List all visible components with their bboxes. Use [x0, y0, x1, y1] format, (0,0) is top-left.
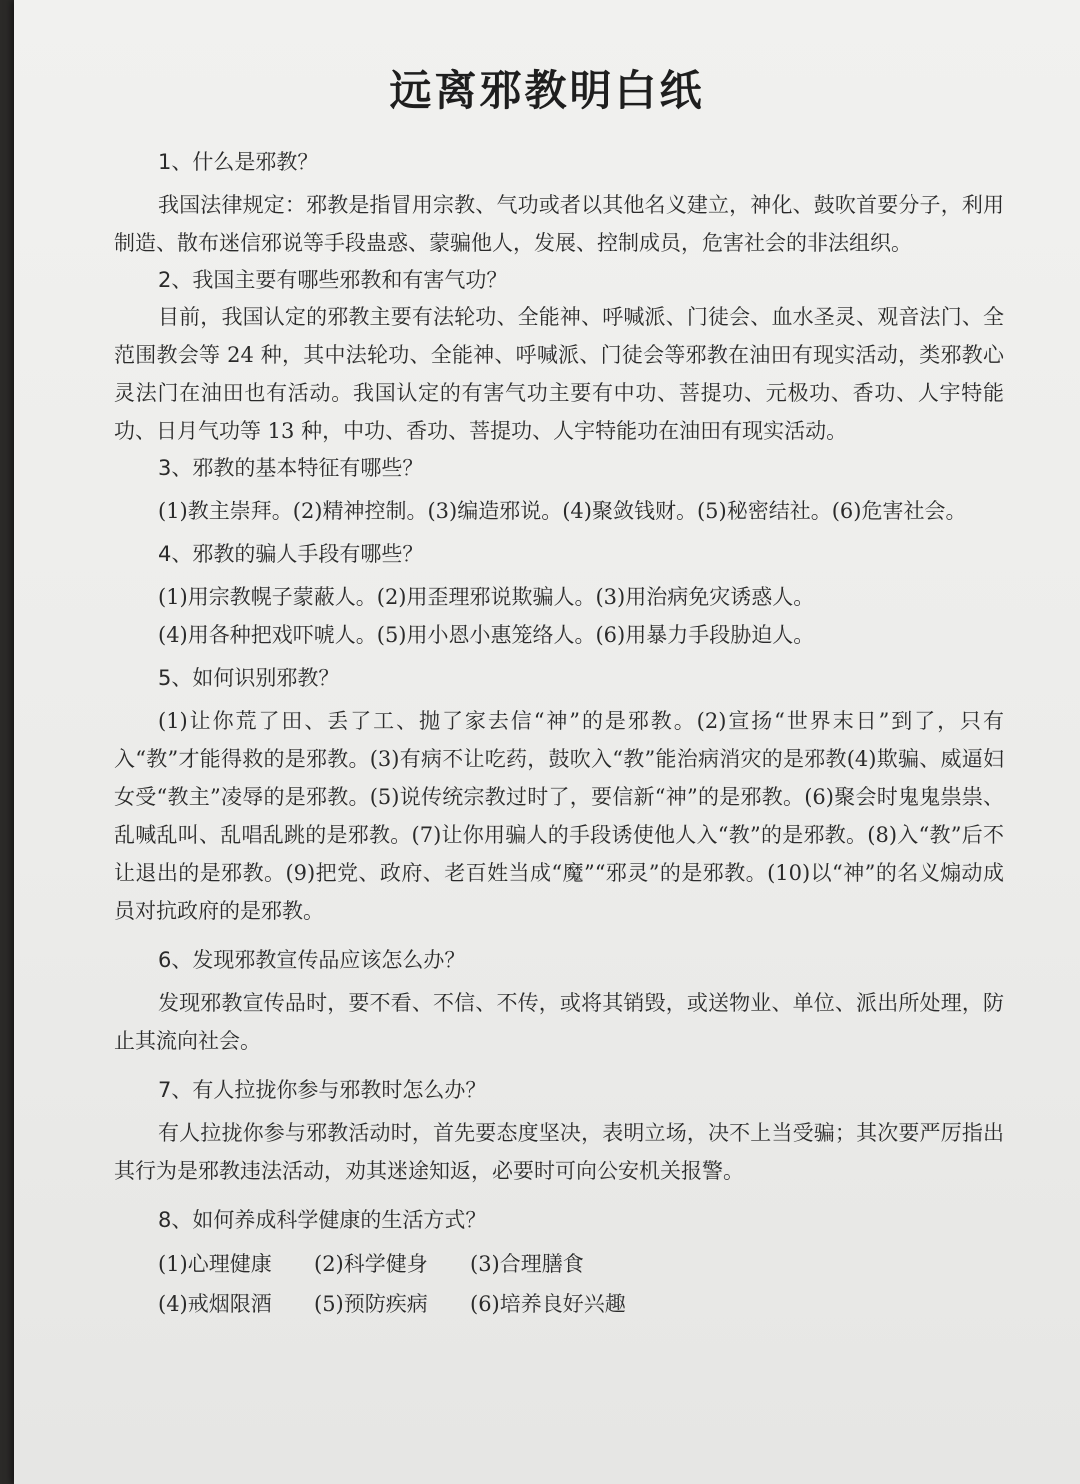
- question-4: 4、邪教的骗人手段有哪些？: [158, 542, 424, 566]
- answer-1: 我国法律规定：邪教是指冒用宗教、气功或者以其他名义建立，神化、鼓吹首要分子，利用制造、散布迷信邪说等手段蛊惑、蒙骗他人，发展、控制成员，危害社会的非法组织。: [114, 193, 1004, 255]
- answer-8-row-2: [114, 1284, 1004, 1324]
- answer-3: (1)教主崇拜。(2)精神控制。(3)编造邪说。(4)聚敛钱财。(5)秘密结社。(6)危害社会。: [158, 499, 967, 523]
- question-8: 8、如何养成科学健康的生活方式？: [158, 1208, 487, 1232]
- habit-item: (6)培养良好兴趣: [470, 1292, 626, 1316]
- habit-item: (2)科学健身: [314, 1252, 428, 1276]
- answer-8-row-1: [114, 1244, 1004, 1284]
- question-7: 7、有人拉拢你参与邪教时怎么办？: [158, 1078, 487, 1102]
- habit-item: (5)预防疾病: [314, 1292, 428, 1316]
- answer-4-line-1: (1)用宗教幌子蒙蔽人。(2)用歪理邪说欺骗人。(3)用治病免灾诱惑人。: [158, 585, 815, 609]
- document-body: [114, 138, 1004, 1324]
- question-3: 3、邪教的基本特征有哪些？: [158, 456, 424, 480]
- habit-item: (1)心理健康: [158, 1252, 272, 1276]
- answer-4-line-2: (4)用各种把戏吓唬人。(5)用小恩小惠笼络人。(6)用暴力手段胁迫人。: [158, 623, 815, 647]
- document-sheet: [14, 0, 1080, 1484]
- document-title: 远离邪教明白纸: [389, 66, 705, 115]
- answer-6: 发现邪教宣传品时，要不看、不信、不传，或将其销毁，或送物业、单位、派出所处理，防止其流向社会。: [114, 991, 1004, 1053]
- answer-5: (1)让你荒了田、丢了工、抛了家去信“神”的是邪教。(2)宣扬“世界末日”到了，只有入“教”才能得救的是邪教。(3)有病不让吃药，鼓吹入“教”能治病消灾的是邪教(4)欺骗、威逼妇女受“教主”凌辱的是邪教。(5)说传统宗教过时了，要信新“神”的是邪教。(6)聚会时鬼鬼祟祟、乱喊乱叫、乱唱乱跳的是邪教。(7)让你用骗人的手段诱使他人入“教”的是邪教。(8)入“教”后不让退出的是邪教。(9)把党、政府、老百姓当成“魔”“邪灵”的是邪教。(10)以“神”的名义煽动成员对抗政府的是邪教。: [114, 709, 1004, 923]
- answer-7: 有人拉拢你参与邪教活动时，首先要态度坚决，表明立场，决不上当受骗；其次要严厉指出其行为是邪教违法活动，劝其迷途知返，必要时可向公安机关报警。: [114, 1121, 1004, 1183]
- question-1: 1、什么是邪教？: [158, 150, 319, 174]
- question-6: 6、发现邪教宣传品应该怎么办？: [158, 948, 466, 972]
- question-5: 5、如何识别邪教？: [158, 666, 340, 690]
- habit-item: (4)戒烟限酒: [158, 1292, 272, 1316]
- answer-2: 目前，我国认定的邪教主要有法轮功、全能神、呼喊派、门徒会、血水圣灵、观音法门、全范围教会等 24 种，其中法轮功、全能神、呼喊派、门徒会等邪教在油田有现实活动，类邪教心灵法门在油田也有活动。我国认定的有害气功主要有中功、菩提功、元极功、香功、人宇特能功、日月气功等 13 种，中功、香功、菩提功、人宇特能功在油田有现实活动。: [114, 305, 1004, 443]
- question-2: 2、我国主要有哪些邪教和有害气功？: [158, 268, 508, 292]
- habit-item: (3)合理膳食: [470, 1252, 584, 1276]
